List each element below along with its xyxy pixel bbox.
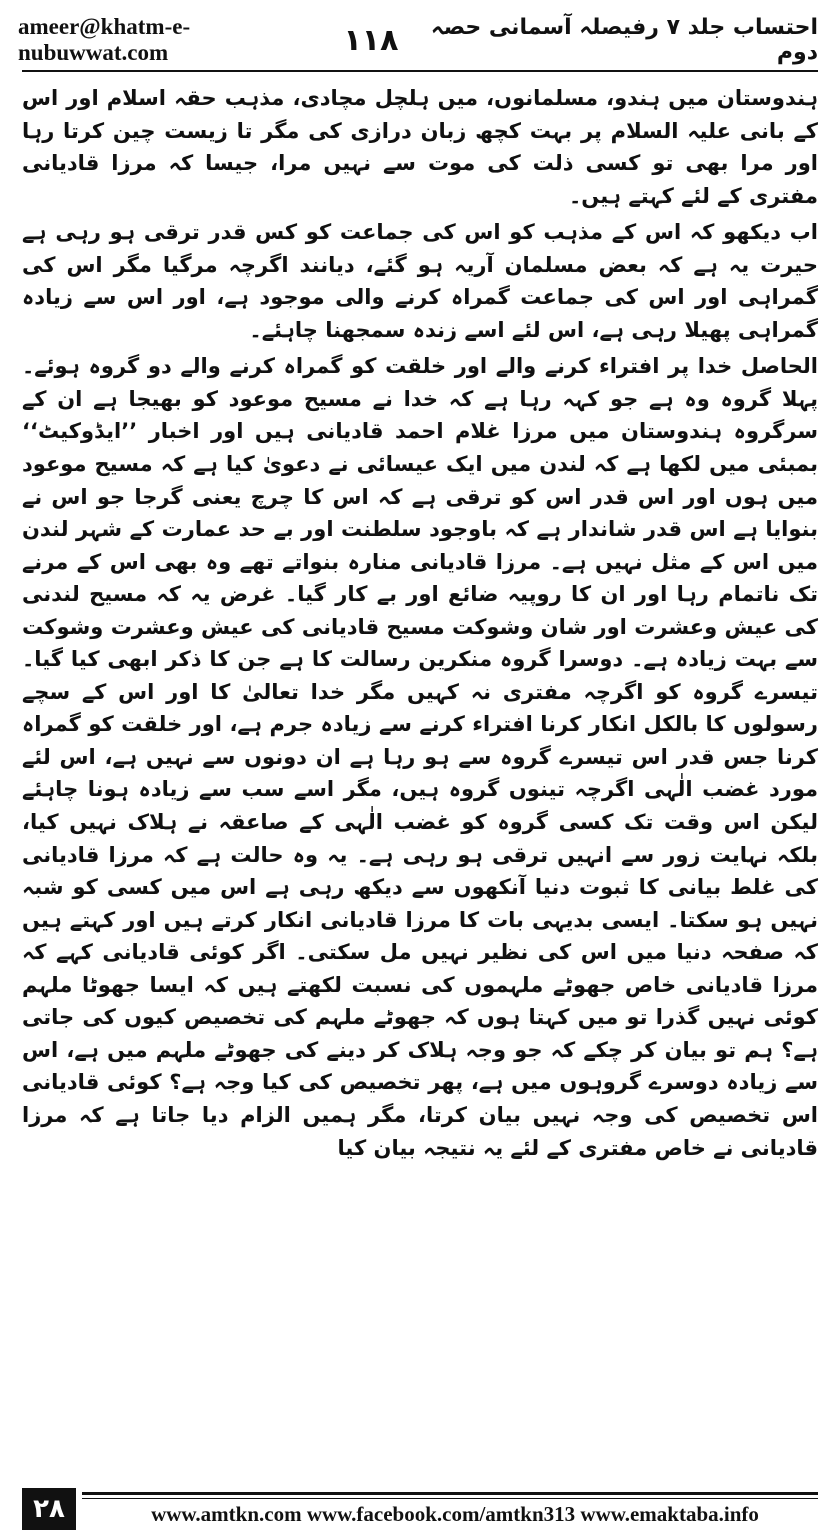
page-header xyxy=(18,16,818,64)
body-text xyxy=(22,82,818,1480)
footer-divider-thick xyxy=(82,1492,818,1495)
header-divider xyxy=(22,70,818,72)
footer-divider-thin xyxy=(82,1498,818,1499)
header-email[interactable]: ameer@khatm-e-nubuwwat.com xyxy=(18,14,191,65)
header-left-group xyxy=(18,14,398,66)
footer-page-number: ۲۸ xyxy=(33,1494,65,1524)
footer-urls[interactable]: www.amtkn.com www.facebook.com/amtkn313 www.emaktaba.info xyxy=(151,1502,759,1526)
page-footer xyxy=(22,1492,818,1532)
paragraph: ہندوستان میں ہندو، مسلمانوں، میں ہلچل مچادی، مذہب حقہ اسلام اور اس کے بانی علیہ السلام پر بہت کچھ زبان درازی کی مگر تا زیست چین کرتا رہا اور مرا بھی تو کسی ذلت کی موت سے نہیں مرا، جیسا کہ مرزا قادیانی مفتری کے لئے کہتے ہیں۔ xyxy=(22,86,818,208)
footer-page-number-box xyxy=(22,1488,76,1530)
paragraph: الحاصل خدا پر افتراء کرنے والے اور خلقت کو گمراہ کرنے والے دو گروہ ہوئے۔ پہلا گروہ وہ ہے جو کہہ رہا ہے کہ خدا نے مسیح موعود کو بھیجا ہے ان کے سرگروہ ہندوستان میں مرزا غلام احمد قادیانی ہیں اور اخبار ’’ایڈوکیٹ‘‘ بمبئی میں لکھا ہے کہ لندن میں ایک عیسائی نے دعویٰ کیا ہے کہ مسیح موعود میں ہوں اور اس قدر اس کو ترقی ہے کہ اس کا چرچ یعنی گرجا جو اس نے بنوایا ہے اس قدر شاندار ہے کہ باوجود سلطنت اور بے حد عمارت کے شہر لندن میں اس کے مثل نہیں ہے۔ مرزا قادیانی منارہ بنواتے تھے وہ بھی اس کے مرنے تک ناتمام رہا اور ان کا روپیہ ضائع اور بے کار گیا۔ غرض یہ کہ مسیح لندنی کی عیش وعشرت اور شان وشوکت مسیح قادیانی کی عیش وعشرت وشوکت سے بہت زیادہ ہے۔ دوسرا گروہ منکرین رسالت کا ہے جن کا ذکر ابھی کیا گیا۔ تیسرے گروہ کو اگرچہ مفتری نہ کہیں مگر خدا تعالیٰ کا اور اس کے سچے رسولوں کا بالکل انکار کرنا افتراء کرنے سے زیادہ جرم ہے، اور خلقت کو گمراہ کرنا جس قدر اس تیسرے گروہ سے ہو رہا ہے ان دونوں سے نہیں ہے، اس لئے مورد غضب الٰہی اگرچہ تینوں گروہ ہیں، مگر اسے سب سے زیادہ ہونا چاہئے لیکن اس وقت تک کسی گروہ کو غضب الٰہی کے صاعقہ نے ہلاک نہیں کیا، بلکہ نہایت زور سے انہیں ترقی ہو رہی ہے۔ یہ وہ حالت ہے کہ مرزا قادیانی کی غلط بیانی کا ثبوت دنیا آنکھوں سے دیکھ رہی ہے اس میں کسی کو شبہ نہیں ہو سکتا۔ ایسی بدیہی بات کا مرزا قادیانی انکار کرتے ہیں اور کہتے ہیں کہ صفحہ دنیا میں اس کی نظیر نہیں مل سکتی۔ اگر کوئی قادیانی کہے کہ مرزا قادیانی خاص جھوٹے ملہموں کی نسبت لکھتے ہیں کہ ایسا جھوٹا ملہم کوئی نہیں گذرا تو میں کہتا ہوں کہ جھوٹے ملہم کی تخصیص کیوں کی جاتی ہے؟ ہم تو بیان کر چکے کہ جو وجہ ہلاک کر دینے کی جھوٹے ملہم میں ہے، اس سے زیادہ دوسرے گروہوں میں ہے، پھر تخصیص کی کیا وجہ ہے؟ کوئی قادیانی اس تخصیص کی وجہ نہیں بیان کرتا، مگر ہمیں الزام دیا جاتا ہے کہ مرزا قادیانی نے خاص مفتری کے لئے یہ نتیجہ بیان کیا xyxy=(22,354,818,1160)
paragraph: اب دیکھو کہ اس کے مذہب کو اس کی جماعت کو کس قدر ترقی ہو رہی ہے حیرت یہ ہے کہ بعض مسلمان آریہ ہو گئے، دیانند اگرچہ مرگیا مگر اس کی گمراہی اور اس کی جماعت گمراہ کرنے والی موجود ہے، اور اس سے زیادہ گمراہی پھیلا رہی ہے، اس لئے اسے زندہ سمجھنا چاہئے۔ xyxy=(22,220,818,342)
header-book-title: احتساب جلد ۷ رفیصلہ آسمانی حصہ دوم xyxy=(430,15,818,65)
header-page-number: ۱۱۸ xyxy=(343,22,399,58)
